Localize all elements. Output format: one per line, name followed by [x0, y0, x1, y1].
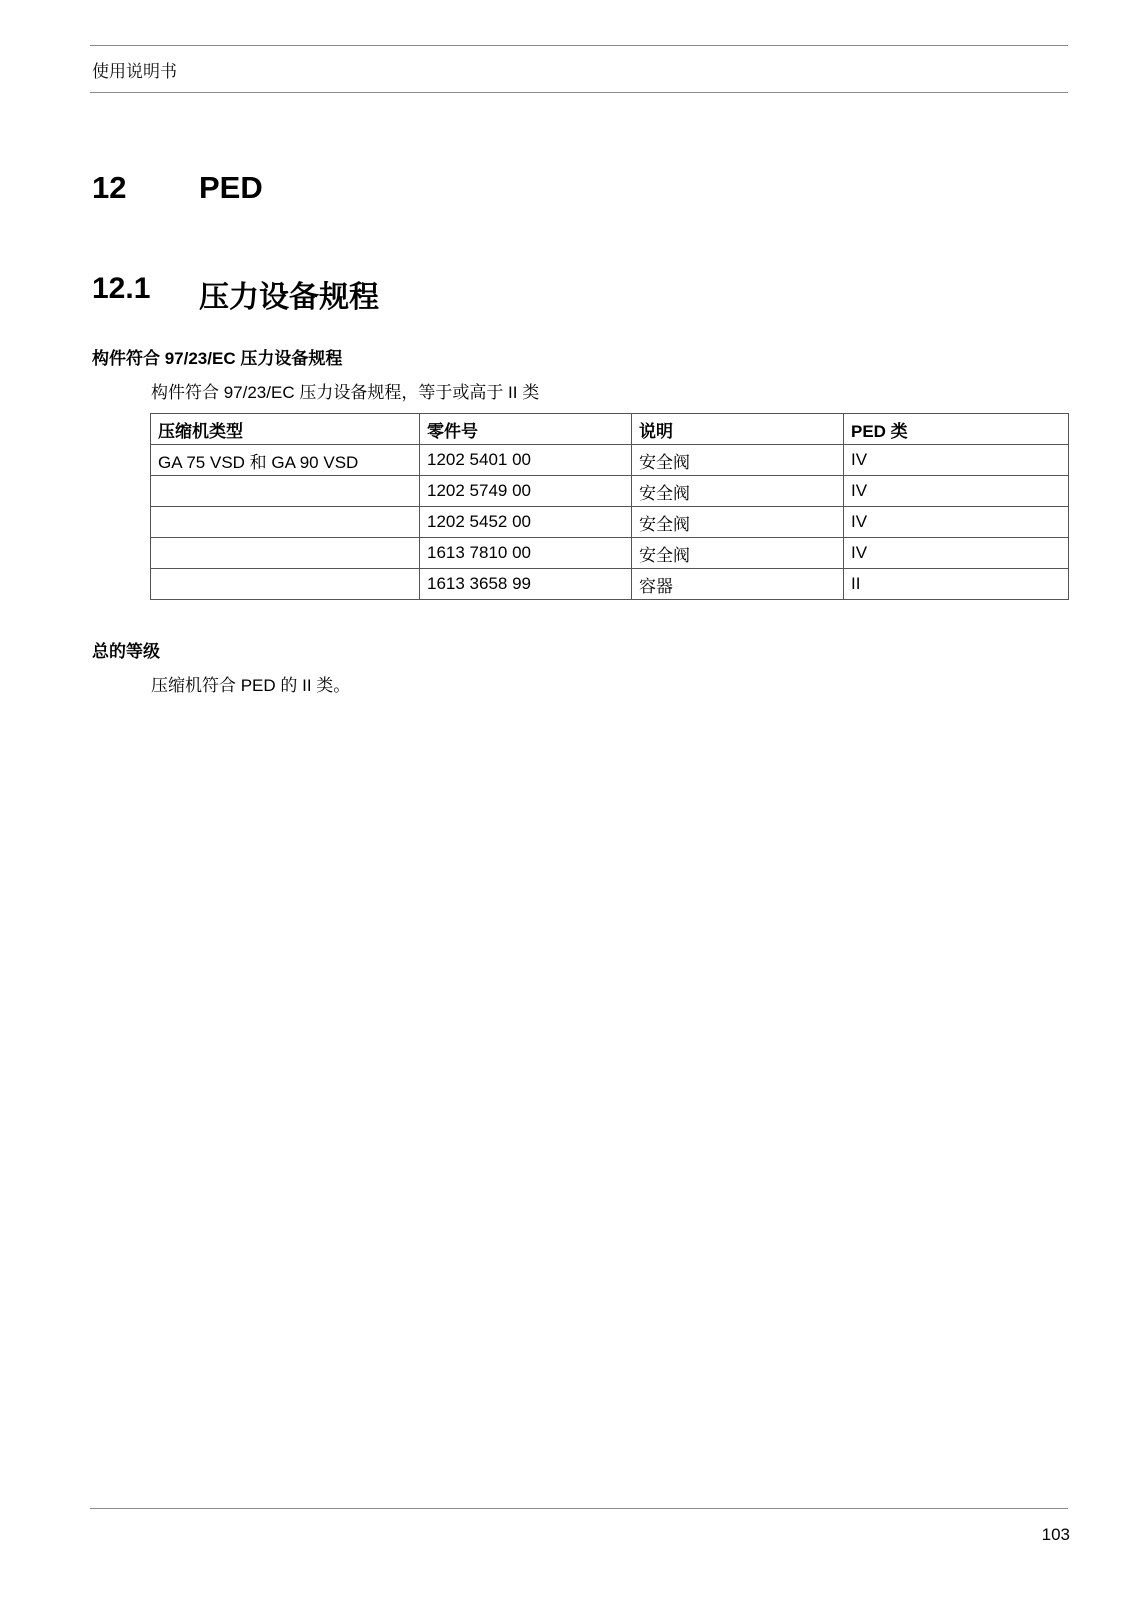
- column-header-part-number: 零件号: [420, 414, 632, 445]
- cell-compressor-type: [151, 476, 420, 507]
- table-row: [151, 507, 1069, 538]
- cell-ped-class: IV: [844, 538, 1069, 569]
- footer-rule: [90, 1508, 1068, 1509]
- column-header-compressor-type: 压缩机类型: [151, 414, 420, 445]
- chapter-number: 12: [92, 170, 127, 205]
- cell-compressor-type: [151, 538, 420, 569]
- cell-part-number: 1202 5452 00: [420, 507, 632, 538]
- compliance-text: 构件符合 97/23/EC 压力设备规程，等于或高于 II 类: [151, 383, 540, 402]
- ped-table: [150, 413, 1069, 600]
- table-row: [151, 476, 1069, 507]
- subsection-heading-compliance: 构件符合 97/23/EC 压力设备规程: [92, 349, 343, 368]
- cell-ped-class: II: [844, 569, 1069, 600]
- subsection-heading-overall-class: 总的等级: [92, 642, 160, 661]
- section-number: 12.1: [92, 272, 151, 305]
- column-header-description: 说明: [632, 414, 844, 445]
- page-number: 103: [1041, 1525, 1070, 1544]
- column-header-ped-class: PED 类: [844, 414, 1069, 445]
- running-header-title: 使用说明书: [92, 62, 177, 81]
- cell-compressor-type: GA 75 VSD 和 GA 90 VSD: [151, 445, 420, 476]
- table-row: [151, 538, 1069, 569]
- cell-description: 安全阀: [632, 507, 844, 538]
- overall-class-text: 压缩机符合 PED 的 II 类。: [151, 676, 351, 695]
- header-rule-top: [90, 45, 1068, 46]
- table-header-row: [151, 414, 1069, 445]
- cell-part-number: 1202 5749 00: [420, 476, 632, 507]
- cell-part-number: 1613 7810 00: [420, 538, 632, 569]
- cell-ped-class: IV: [844, 445, 1069, 476]
- cell-part-number: 1613 3658 99: [420, 569, 632, 600]
- cell-description: 安全阀: [632, 538, 844, 569]
- cell-description: 安全阀: [632, 476, 844, 507]
- section-title: 压力设备规程: [199, 281, 379, 314]
- cell-compressor-type: [151, 507, 420, 538]
- cell-compressor-type: [151, 569, 420, 600]
- table-row: [151, 445, 1069, 476]
- cell-description: 安全阀: [632, 445, 844, 476]
- header-rule-bottom: [90, 92, 1068, 93]
- cell-ped-class: IV: [844, 476, 1069, 507]
- cell-ped-class: IV: [844, 507, 1069, 538]
- table-row: [151, 569, 1069, 600]
- cell-part-number: 1202 5401 00: [420, 445, 632, 476]
- chapter-title: PED: [199, 170, 263, 205]
- cell-description: 容器: [632, 569, 844, 600]
